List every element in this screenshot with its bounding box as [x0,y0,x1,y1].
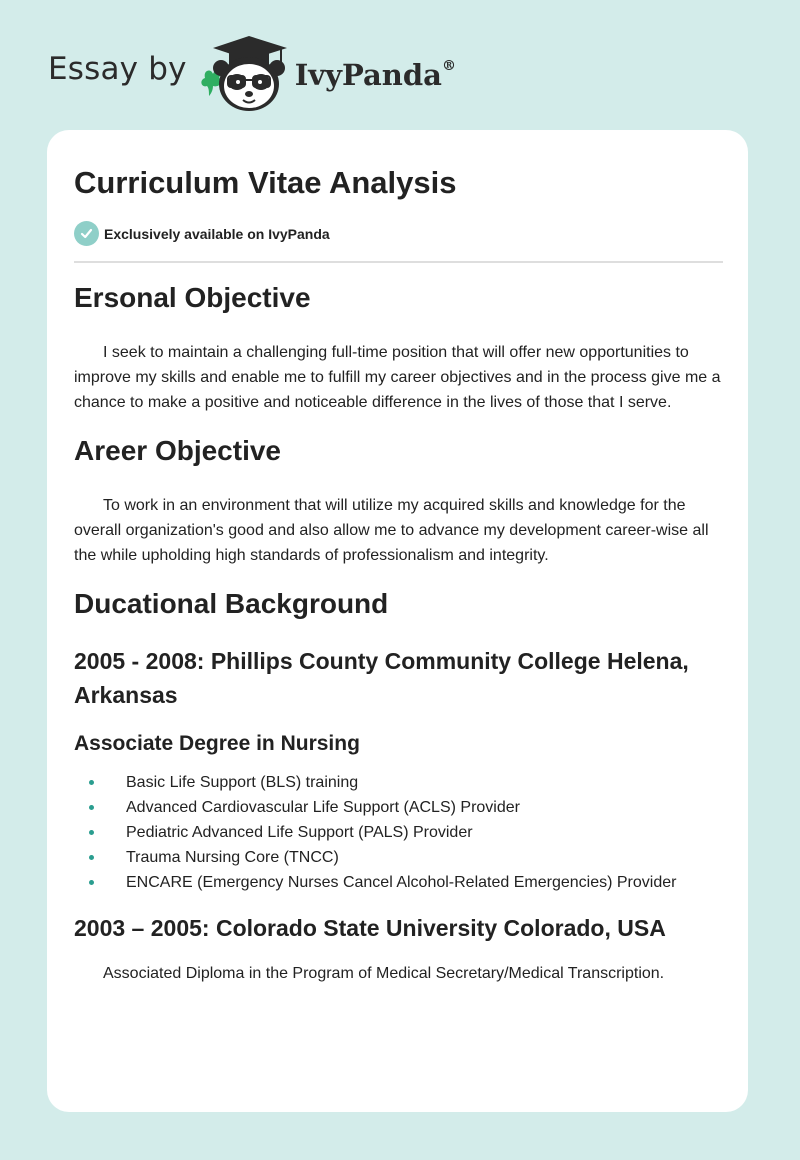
degree-heading: Associate Degree in Nursing [74,732,360,755]
essay-by-label: Essay by [48,51,187,87]
page-title: Curriculum Vitae Analysis [74,165,457,200]
list-item: ENCARE (Emergency Nurses Cancel Alcohol-Related Emergencies) Provider [74,870,723,895]
check-icon [74,221,99,246]
list-item: Pediatric Advanced Life Support (PALS) Provider [74,820,723,845]
section-heading-education: Ducational Background [74,588,389,619]
registered-mark: ® [441,58,456,75]
brand-text: IvyPanda [294,58,442,92]
exclusive-badge [74,221,330,246]
panda-logo-icon[interactable] [201,34,293,114]
subheading-college1: 2005 - 2008: Phillips County Community College Helena, Arkansas [74,648,689,708]
brand-name[interactable] [295,58,456,92]
section-heading-personal: Ersonal Objective [74,282,311,313]
list-item: Advanced Cardiovascular Life Support (ACLS) Provider [74,795,723,820]
paragraph-college2: Associated Diploma in the Program of Medical Secretary/Medical Transcription. [103,965,665,982]
paragraph-personal: I seek to maintain a challenging full-time position that will offer new opportunities to improve my skills and enable me to fulfill my career objectives and in the process give me a chance to make a positive and noticeable difference in the lives of those that I serve. [74,344,721,411]
title-divider [74,261,723,263]
list-item: Basic Life Support (BLS) training [74,770,723,795]
essay-content [74,282,723,986]
section-heading-career: Areer Objective [74,435,281,466]
site-header [48,34,456,114]
subheading-college2: 2003 – 2005: Colorado State University Colorado, USA [74,915,666,941]
essay-card [47,130,748,1112]
certification-list [74,770,723,895]
list-item: Trauma Nursing Core (TNCC) [74,845,723,870]
paragraph-career: To work in an environment that will utilize my acquired skills and knowledge for the overall organization's good and also allow me to advance my development career-wise all the while upholding high standards of professionalism and integrity. [74,497,709,564]
exclusive-label: Exclusively available on IvyPanda [104,225,330,242]
